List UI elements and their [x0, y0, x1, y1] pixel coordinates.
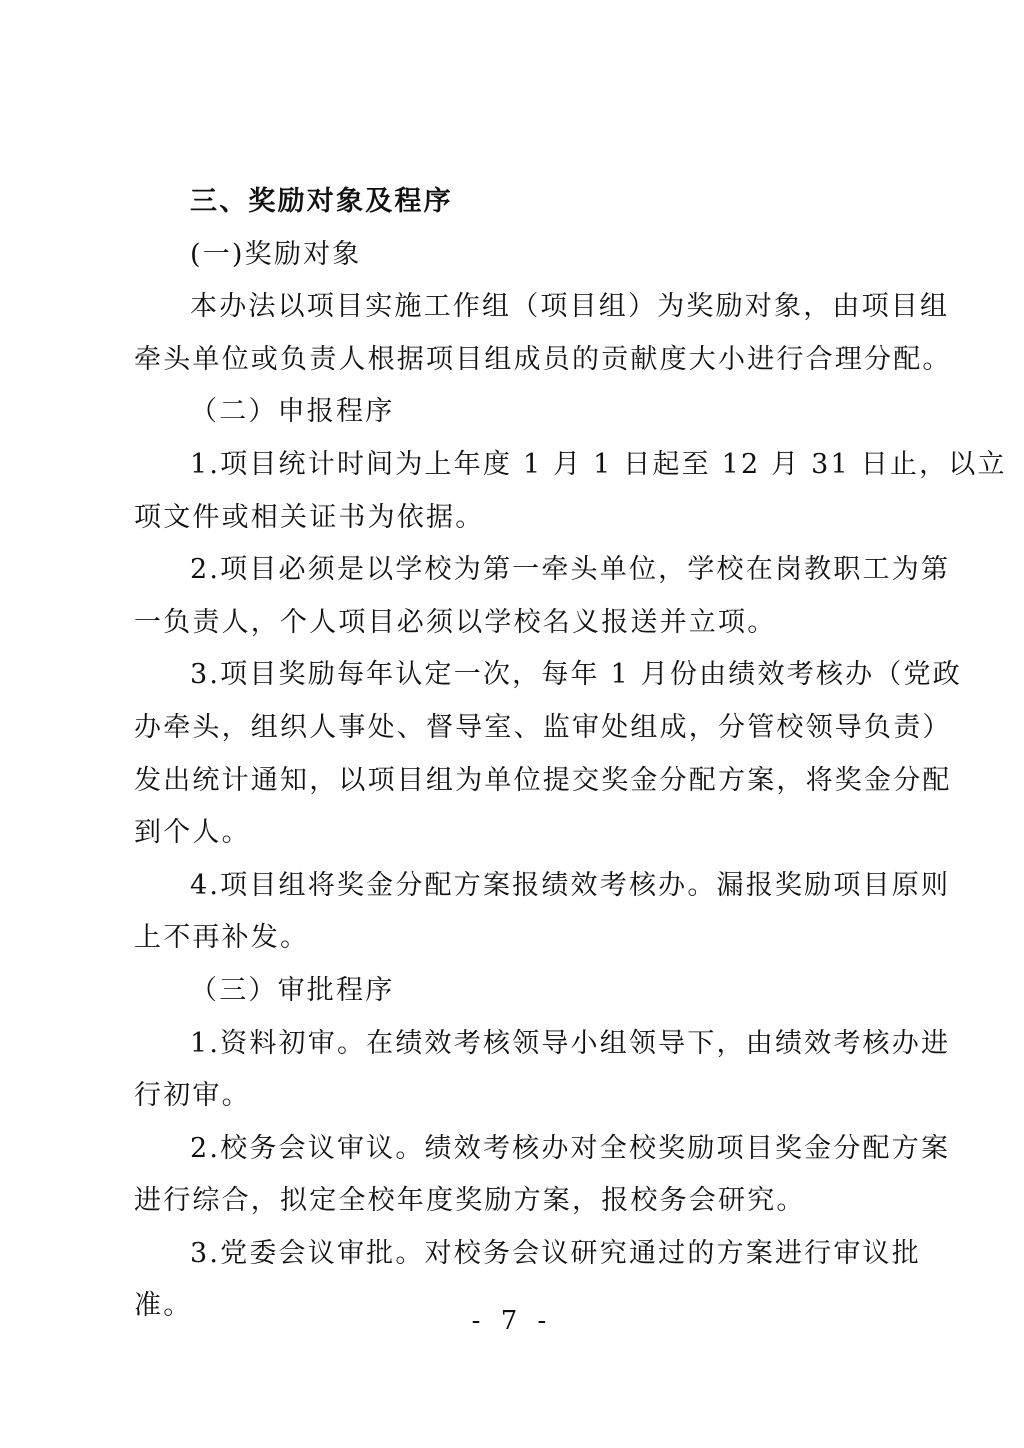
- paragraph: [134, 544, 951, 649]
- document-body: [134, 176, 1007, 1333]
- paragraph-line: 行初审。: [134, 1080, 251, 1112]
- subsection-title-application: （二）申报程序: [190, 396, 395, 428]
- paragraph-line: 项文件或相关证书为依据。: [134, 501, 485, 533]
- paragraph: [134, 649, 962, 859]
- paragraph: [134, 1018, 951, 1123]
- subsection-title-reward-target: (一)奖励对象: [190, 238, 362, 270]
- paragraph: [134, 1123, 951, 1228]
- paragraph-line: 到个人。: [134, 817, 251, 849]
- paragraph-line: 牵头单位或负责人根据项目组成员的贡献度大小进行合理分配。: [134, 343, 952, 375]
- paragraph-line: 办牵头，组织人事处、督导室、监审处组成，分管校领导负责）: [134, 711, 952, 743]
- paragraph-line: 准。: [134, 1290, 193, 1322]
- paragraph-line: 3.党委会议审批。对校务会议研究通过的方案进行审议批: [190, 1237, 921, 1269]
- paragraph-line: 2.项目必须是以学校为第一牵头单位，学校在岗教职工为第: [190, 554, 951, 586]
- paragraph: [134, 439, 1007, 544]
- page-number: - 7 -: [471, 1306, 553, 1336]
- paragraph-line: 上不再补发。: [134, 922, 310, 954]
- paragraph: [134, 860, 951, 965]
- paragraph-line: 4.项目组将奖金分配方案报绩效考核办。漏报奖励项目原则: [190, 869, 951, 901]
- paragraph-line: 1.资料初审。在绩效考核领导小组领导下，由绩效考核办进: [190, 1027, 951, 1059]
- section-heading: 三、奖励对象及程序: [190, 186, 453, 217]
- paragraph-line: 一负责人，个人项目必须以学校名义报送并立项。: [134, 606, 777, 638]
- subsection-title-approval: （三）审批程序: [190, 974, 395, 1006]
- paragraph-line: 2.校务会议审议。绩效考核办对全校奖励项目奖金分配方案: [190, 1132, 951, 1164]
- paragraph-line: 本办法以项目实施工作组（项目组）为奖励对象，由项目组: [190, 291, 950, 323]
- paragraph-line: 进行综合，拟定全校年度奖励方案，报校务会研究。: [134, 1185, 806, 1217]
- paragraph-line: 1.项目统计时间为上年度 1 月 1 日起至 12 月 31 日止，以立: [190, 448, 1007, 480]
- paragraph-line: 3.项目奖励每年认定一次，每年 1 月份由绩效考核办（党政: [190, 659, 962, 691]
- paragraph-line: 发出统计通知，以项目组为单位提交奖金分配方案，将奖金分配: [134, 764, 952, 796]
- paragraph: [134, 281, 952, 386]
